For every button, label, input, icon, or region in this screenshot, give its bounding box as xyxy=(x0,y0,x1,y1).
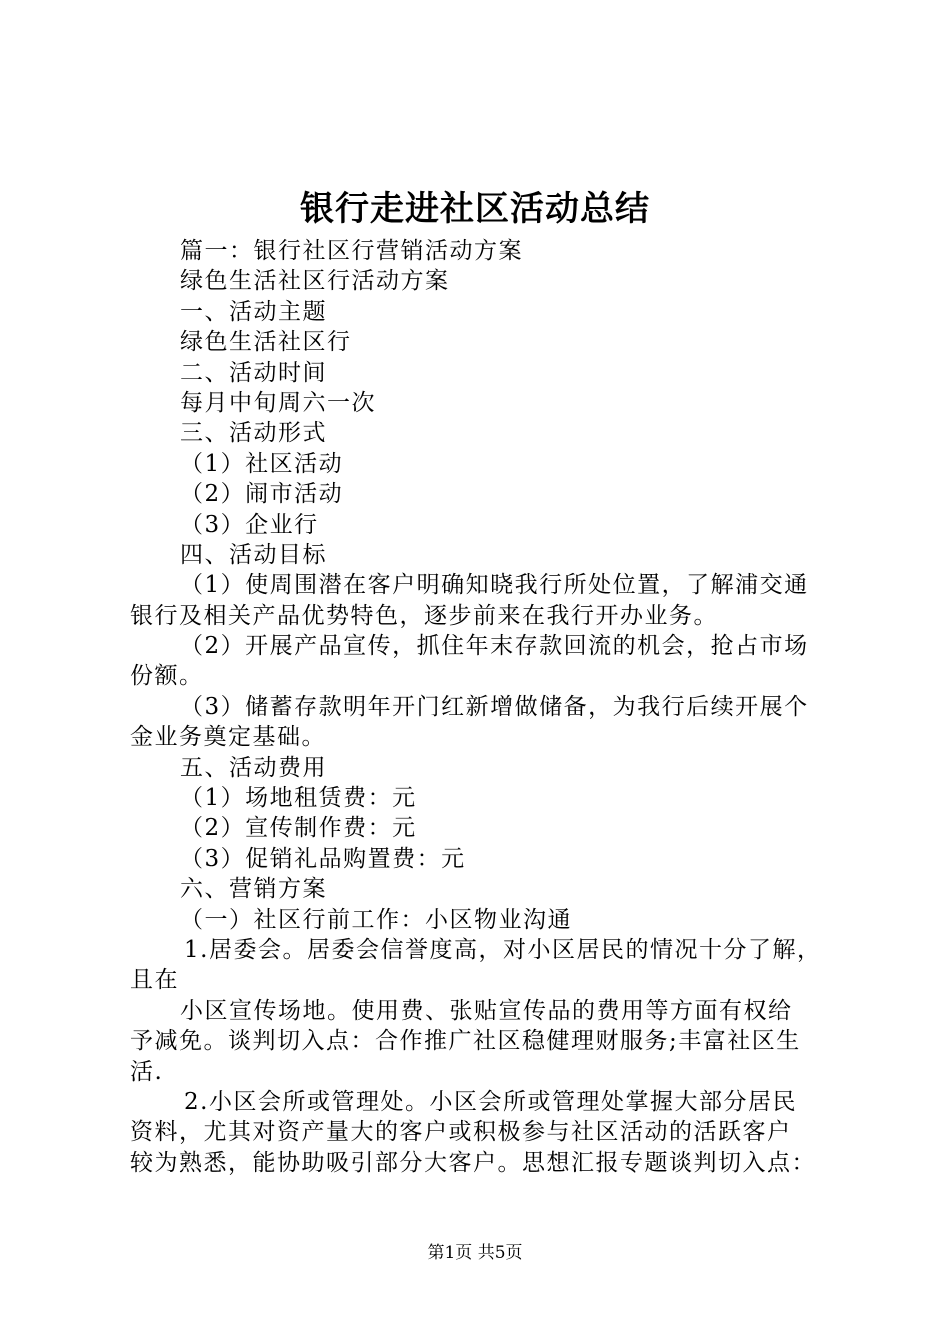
text-line: 五、活动费用 xyxy=(180,754,327,781)
text-line: 且在 xyxy=(130,967,179,994)
text-line: 绿色生活社区行 xyxy=(180,329,352,356)
text-line: （2）闹市活动 xyxy=(180,481,344,508)
text-line: （3）促销礼品购置费：元 xyxy=(180,845,466,872)
text-line: 每月中旬周六一次 xyxy=(180,389,376,416)
text-line: 一、活动主题 xyxy=(180,298,327,325)
text-line: 三、活动形式 xyxy=(180,420,327,447)
text-line: 篇一：银行社区行营销活动方案 xyxy=(180,238,523,264)
text-line: 资料，尤其对资产量大的客户或积极参与社区活动的活跃客户 xyxy=(130,1119,792,1146)
page-number-footer: 第1页 共5页 xyxy=(427,1243,523,1263)
text-line: （3）企业行 xyxy=(180,511,319,538)
text-line: 二、活动时间 xyxy=(180,359,327,386)
text-line: （1）社区活动 xyxy=(180,450,344,477)
text-line: （2）开展产品宣传，抓住年末存款回流的机会，抢占市场 xyxy=(180,633,809,660)
text-line: 1.居委会。居委会信誉度高，对小区居民的情况十分了解， xyxy=(184,936,822,963)
text-line: 较为熟悉，能协助吸引部分大客户。思想汇报专题谈判切入点： xyxy=(130,1149,816,1176)
text-line: 绿色生活社区行活动方案 xyxy=(180,268,450,295)
text-line: （2）宣传制作费：元 xyxy=(180,815,417,842)
text-line: （1）场地租赁费：元 xyxy=(180,785,417,812)
text-line: 活. xyxy=(130,1058,164,1085)
text-line: 予减免。谈判切入点：合作推广社区稳健理财服务;丰富社区生 xyxy=(130,1028,801,1055)
document-body xyxy=(130,236,830,1178)
text-line: 2.小区会所或管理处。小区会所或管理处掌握大部分居民 xyxy=(184,1088,797,1115)
text-line: 六、营销方案 xyxy=(180,876,327,903)
text-line: （1）使周围潜在客户明确知晓我行所处位置，了解浦交通 xyxy=(180,572,809,599)
document-title: 银行走进社区活动总结 xyxy=(300,189,650,229)
text-line: （一）社区行前工作：小区物业沟通 xyxy=(180,906,572,933)
text-line: 小区宣传场地。使用费、张贴宣传品的费用等方面有权给 xyxy=(180,997,793,1024)
text-line: 四、活动目标 xyxy=(180,541,327,568)
text-line: 份额。 xyxy=(130,663,204,690)
text-line: （3）储蓄存款明年开门红新增做储备，为我行后续开展个 xyxy=(180,693,809,720)
text-line: 银行及相关产品优势特色，逐步前来在我行开办业务。 xyxy=(130,602,718,629)
text-line: 金业务奠定基础。 xyxy=(130,724,326,751)
